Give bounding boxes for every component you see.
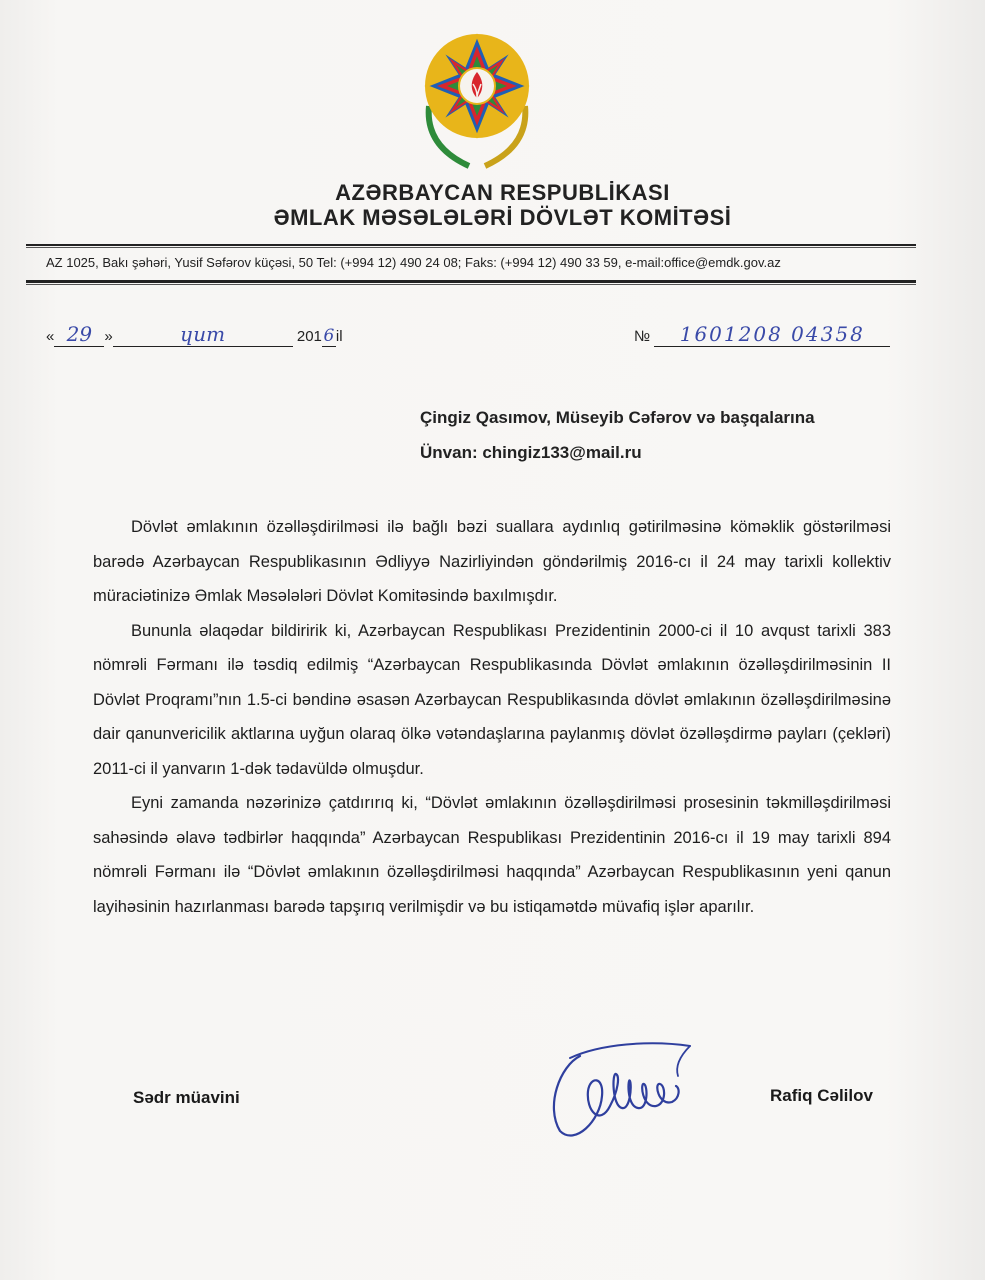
header-divider-top-thin (26, 247, 916, 248)
body-paragraph: Bununla əlaqədar bildiririk ki, Azərbaycan Respublikası Prezidentinin 2000-ci il 10 avqust tarixli 383 nömrəli Fərmanı ilə təsdiq edilmiş “Azərbaycan Respublikasında Dövlət əmlakının özəlləşdirilməsinin II Dövlət Proqramı”nın 1.5-ci bəndinə əsasən Azərbaycan Respublikasında dövlət əmlakının özəlləşdirilməsinə dair qanunvericilik aktlarına uyğun olaraq ölkə vətəndaşlarına paylanmış dövlət özəlləşdirmə payları (çekləri) 2011-ci il yanvarın 1-dək tədavüldə olmuşdur. (93, 621, 891, 778)
body-paragraph: Dövlət əmlakının özəlləşdirilməsi ilə bağlı bəzi suallara aydınlıq gətirilməsinə köməklik göstərilməsi barədə Azərbaycan Respublikasının Ədliyyə Nazirliyindən göndərilmiş 2016-cı il 24 may tarixli kollektiv müraciətinizə Əmlak Məsələləri Dövlət Komitəsində baxılmışdır. (93, 518, 891, 605)
number-label: № (634, 328, 651, 345)
date-day: 29 (66, 322, 93, 346)
organization-name-line2: ƏMLAK MƏSƏLƏLƏRİ DÖVLƏT KOMİTƏSİ (273, 205, 732, 230)
recipient-block (420, 400, 815, 470)
date-year-digit: 6 (323, 326, 335, 346)
organization-name-line1: AZƏRBAYCAN RESPUBLİKASI (335, 180, 670, 205)
date-year-prefix: 201 (296, 328, 322, 345)
header-divider-bottom (26, 280, 916, 283)
letter-date (46, 322, 343, 347)
letter-body (93, 510, 891, 924)
azerbaijan-coat-of-arms-icon (416, 30, 538, 170)
letter-number (634, 322, 890, 347)
date-close-quote: » (104, 328, 113, 345)
organization-address: AZ 1025, Bakı şəhəri, Yusif Səfərov küçəsi, 50 Tel: (+994 12) 490 24 08; Faks: (+994 12) 490 33 59, e-mail:office@emdk.gov.az (46, 255, 781, 270)
signatory-name: Rafiq Cəlilov (770, 1086, 873, 1105)
signatory-title: Sədr müavini (133, 1088, 240, 1107)
recipient-address: Ünvan: chingiz133@mail.ru (420, 443, 642, 462)
header-divider-top (26, 244, 916, 246)
date-month: ɥum (180, 322, 226, 346)
recipient-names: Çingiz Qasımov, Müseyib Cəfərov və başqalarına (420, 408, 815, 427)
handwritten-signature-icon (540, 1036, 710, 1146)
date-open-quote: « (46, 328, 55, 345)
number-value: 1601208 04358 (679, 322, 865, 346)
header-divider-bottom-thin (26, 284, 916, 285)
date-suffix: il (335, 328, 343, 345)
body-paragraph: Eyni zamanda nəzərinizə çatdırırıq ki, “Dövlət əmlakının özəlləşdirilməsi prosesinin təkmilləşdirilməsi sahəsində əlavə tədbirlər haqqında” Azərbaycan Respublikası Prezidentinin 2016-cı il 19 may tarixli 894 nömrəli Fərmanı ilə “Dövlət əmlakının özəlləşdirilməsi haqqında” Azərbaycan Respublikasının yeni qanun layihəsinin hazırlanması barədə tapşırıq verilmişdir və bu istiqamətdə müvafiq işlər aparılır. (93, 794, 891, 916)
